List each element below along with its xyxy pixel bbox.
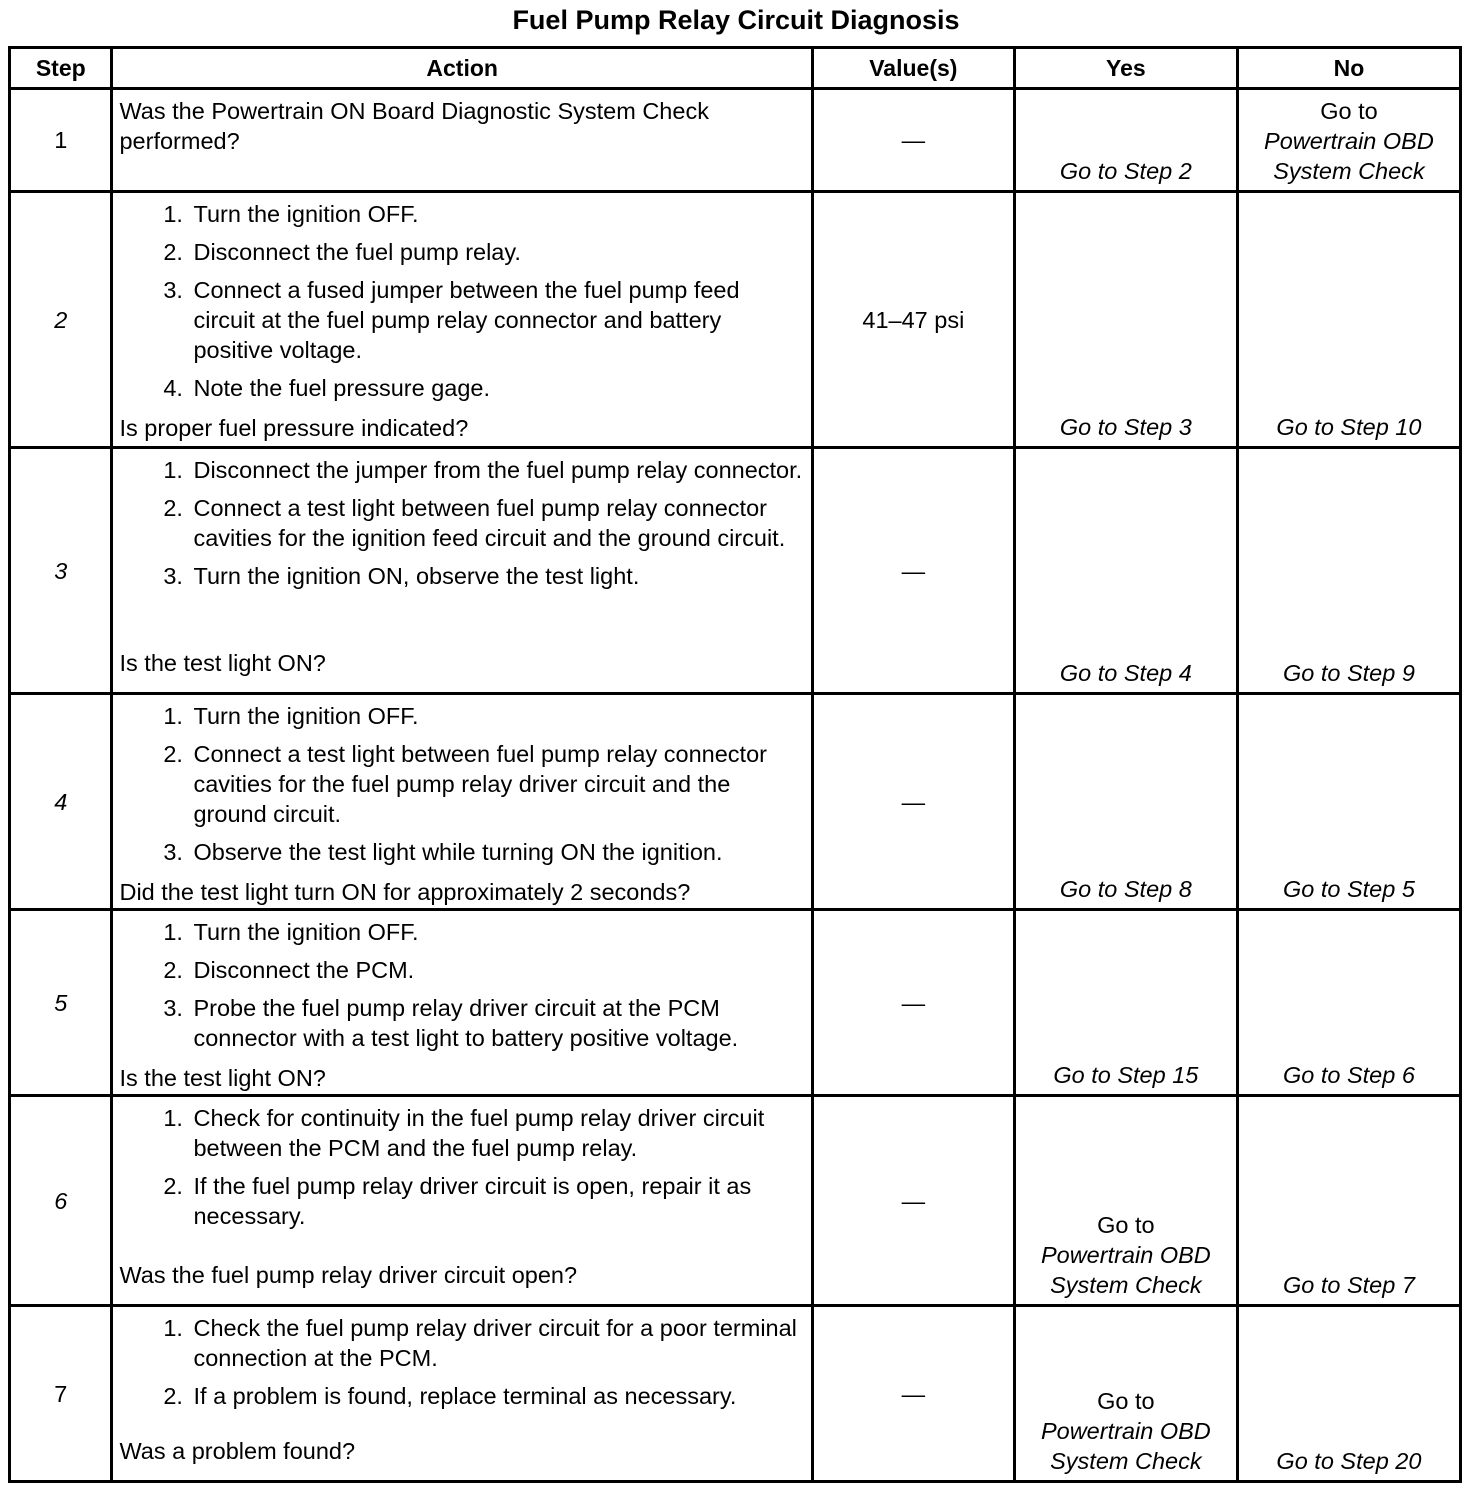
- yes-goto-target[interactable]: Go to Step 2: [1059, 158, 1192, 184]
- yes-cell: [1014, 1096, 1237, 1306]
- action-step-item: 1. Check the fuel pump relay driver circuit for a poor terminal connection at the PCM.: [189, 1313, 802, 1373]
- action-cell: [112, 192, 812, 448]
- action-cell: [112, 448, 812, 694]
- yes-cell: [1014, 1306, 1237, 1482]
- value-cell: 41–47 psi: [812, 192, 1014, 448]
- step-number: 6: [10, 1096, 112, 1306]
- diagnosis-table: [8, 46, 1462, 1483]
- no-cell: [1237, 694, 1460, 910]
- yes-goto-target[interactable]: Go to Step 8: [1059, 876, 1192, 902]
- action-steps: [119, 701, 802, 867]
- no-cell: [1237, 910, 1460, 1096]
- header-action: Action: [112, 48, 812, 89]
- action-step-item: 2. Connect a test light between fuel pump relay connector cavities for the fuel pump relay driver circuit and the ground circuit.: [189, 739, 802, 829]
- page-title: Fuel Pump Relay Circuit Diagnosis: [512, 5, 960, 35]
- action-question: Is the test light ON?: [119, 650, 326, 676]
- action-question: Is the test light ON?: [119, 1065, 326, 1091]
- action-step-item: 2. Disconnect the fuel pump relay.: [189, 237, 802, 267]
- no-goto-prefix: Go to: [1320, 98, 1378, 124]
- no-cell: [1237, 448, 1460, 694]
- action-step-item: 1. Turn the ignition OFF.: [189, 701, 802, 731]
- action-cell: [112, 1306, 812, 1482]
- action-step-item: 1. Turn the ignition OFF.: [189, 199, 802, 229]
- yes-goto-target[interactable]: Go to Step 3: [1059, 414, 1192, 440]
- step-number: 3: [10, 448, 112, 694]
- header-step: Step: [10, 48, 112, 89]
- action-question: Was a problem found?: [119, 1438, 356, 1464]
- no-goto-target[interactable]: Go to Step 6: [1282, 1062, 1415, 1088]
- yes-goto-prefix: Go to: [1097, 1212, 1155, 1238]
- action-question: Was the fuel pump relay driver circuit open?: [119, 1262, 578, 1288]
- yes-cell: [1014, 89, 1237, 192]
- value-cell: —: [812, 910, 1014, 1096]
- action-step-item: 2. If a problem is found, replace terminal as necessary.: [189, 1381, 802, 1411]
- table-row: [10, 89, 1461, 192]
- no-cell: [1237, 192, 1460, 448]
- value-cell: —: [812, 448, 1014, 694]
- yes-goto-target[interactable]: Go to Step 15: [1053, 1062, 1199, 1088]
- action-step-item: 1. Check for continuity in the fuel pump relay driver circuit between the PCM and the fuel pump relay.: [189, 1103, 802, 1163]
- step-number: 4: [10, 694, 112, 910]
- yes-cell: [1014, 448, 1237, 694]
- yes-goto-target[interactable]: Powertrain OBD System Check: [1040, 1242, 1211, 1298]
- value-cell: —: [812, 89, 1014, 192]
- no-goto-target[interactable]: Powertrain OBD System Check: [1264, 128, 1434, 184]
- no-goto-target[interactable]: Go to Step 7: [1282, 1272, 1415, 1298]
- action-cell: [112, 910, 812, 1096]
- table-row: [10, 910, 1461, 1096]
- action-step-item: 3. Probe the fuel pump relay driver circuit at the PCM connector with a test light to battery positive voltage.: [189, 993, 802, 1053]
- yes-goto-target[interactable]: Go to Step 4: [1059, 660, 1192, 686]
- step-number: 5: [10, 910, 112, 1096]
- no-cell: [1237, 89, 1460, 192]
- table-row: [10, 1096, 1461, 1306]
- action-cell: [112, 694, 812, 910]
- yes-cell: [1014, 910, 1237, 1096]
- action-steps: [119, 1313, 802, 1411]
- step-number: 2: [10, 192, 112, 448]
- value-cell: —: [812, 1306, 1014, 1482]
- action-cell: [112, 1096, 812, 1306]
- header-row: [10, 48, 1461, 89]
- action-steps: [119, 455, 802, 591]
- action-step-item: 1. Disconnect the jumper from the fuel pump relay connector.: [189, 455, 802, 485]
- header-no: No: [1237, 48, 1460, 89]
- no-cell: [1237, 1306, 1460, 1482]
- header-values: Value(s): [812, 48, 1014, 89]
- step-number: 7: [10, 1306, 112, 1482]
- action-question: Did the test light turn ON for approximately 2 seconds?: [119, 879, 691, 905]
- action-steps: [119, 917, 802, 1053]
- action-step-item: 4. Note the fuel pressure gage.: [189, 373, 802, 403]
- action-question: Is proper fuel pressure indicated?: [119, 415, 469, 441]
- no-goto-target[interactable]: Go to Step 20: [1276, 1448, 1422, 1474]
- value-cell: —: [812, 694, 1014, 910]
- value-cell: —: [812, 1096, 1014, 1306]
- no-goto-target[interactable]: Go to Step 10: [1276, 414, 1422, 440]
- yes-cell: [1014, 192, 1237, 448]
- no-goto-target[interactable]: Go to Step 9: [1282, 660, 1415, 686]
- action-step-item: 2. Connect a test light between fuel pump relay connector cavities for the ignition feed circuit and the ground circuit.: [189, 493, 802, 553]
- action-steps: [119, 199, 802, 403]
- no-cell: [1237, 1096, 1460, 1306]
- action-steps: [119, 1103, 802, 1231]
- table-row: [10, 1306, 1461, 1482]
- yes-goto-prefix: Go to: [1097, 1388, 1155, 1414]
- action-cell: [112, 89, 812, 192]
- step-number: 1: [10, 89, 112, 192]
- action-step-item: 1. Turn the ignition OFF.: [189, 917, 802, 947]
- table-row: [10, 192, 1461, 448]
- action-step-item: 2. Disconnect the PCM.: [189, 955, 802, 985]
- action-step-item: 3. Connect a fused jumper between the fuel pump feed circuit at the fuel pump relay connector and battery positive voltage.: [189, 275, 802, 365]
- yes-cell: [1014, 694, 1237, 910]
- header-yes: Yes: [1014, 48, 1237, 89]
- yes-goto-target[interactable]: Powertrain OBD System Check: [1040, 1418, 1211, 1474]
- table-row: [10, 448, 1461, 694]
- action-step-item: 2. If the fuel pump relay driver circuit is open, repair it as necessary.: [189, 1171, 802, 1231]
- no-goto-target[interactable]: Go to Step 5: [1282, 876, 1415, 902]
- table-row: [10, 694, 1461, 910]
- action-step-item: 3. Observe the test light while turning ON the ignition.: [189, 837, 802, 867]
- action-step-item: 3. Turn the ignition ON, observe the test light.: [189, 561, 802, 591]
- action-intro: Was the Powertrain ON Board Diagnostic System Check performed?: [119, 98, 709, 154]
